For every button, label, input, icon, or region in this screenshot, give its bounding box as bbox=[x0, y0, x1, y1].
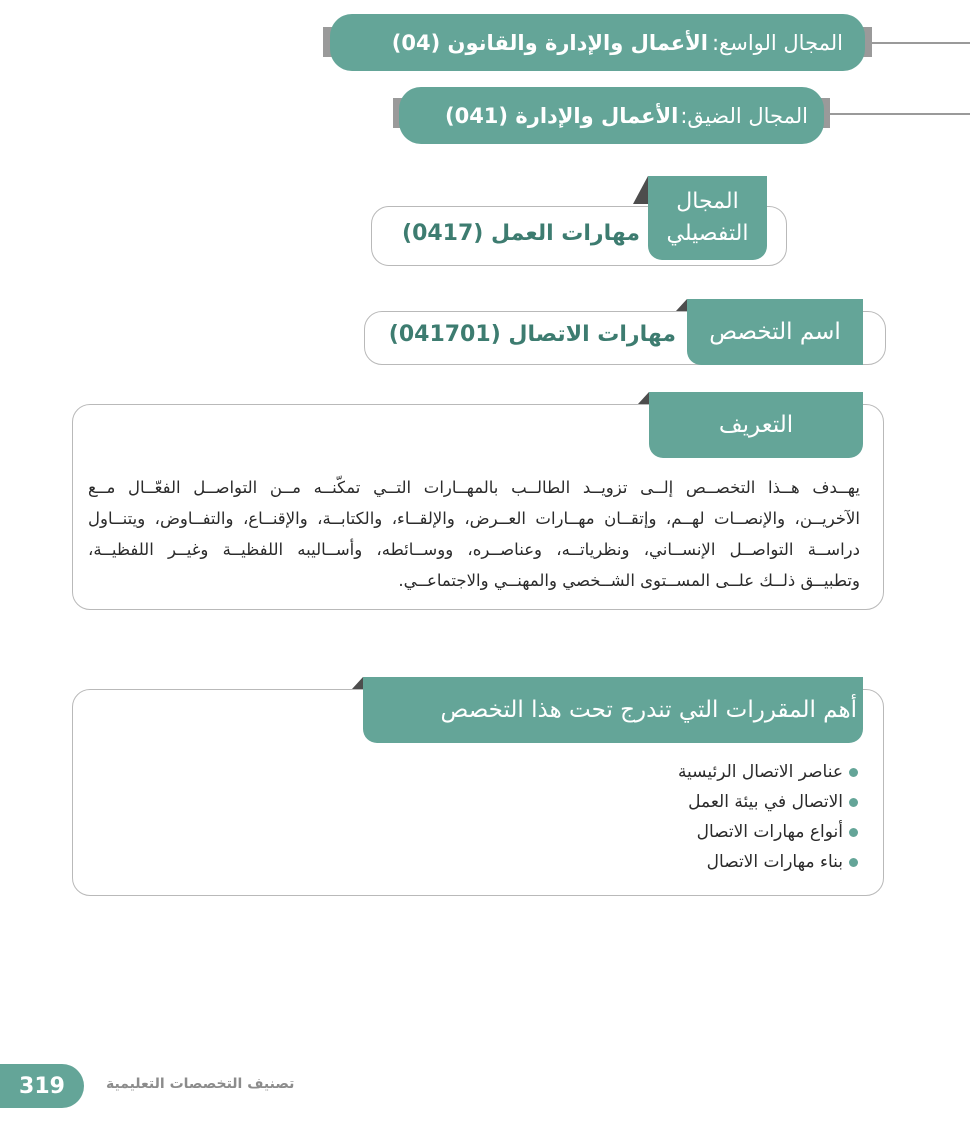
bullet-icon bbox=[849, 828, 858, 837]
definition-tab bbox=[649, 392, 863, 458]
narrow-field-value: الأعمال والإدارة (041) bbox=[444, 103, 679, 128]
narrow-field-connector bbox=[828, 113, 970, 115]
bullet-icon bbox=[849, 768, 858, 777]
courses-tab-fold bbox=[352, 677, 363, 689]
definition-tab-fold bbox=[638, 392, 649, 404]
page-number: 319 bbox=[0, 1064, 84, 1108]
definition-text bbox=[88, 472, 860, 596]
definition-line: دراســة التواصــل الإنســاني، ونظرياتــه، وعناصــره، ووســائطه، وأســاليبه اللفظيــة وغيــر اللفظيــة، bbox=[88, 540, 860, 559]
course-item bbox=[678, 847, 858, 877]
courses-title: أهم المقررات التي تندرج تحت هذا التخصص bbox=[440, 697, 857, 723]
specialization-tab-label: اسم التخصص bbox=[709, 319, 841, 345]
courses-list bbox=[678, 757, 858, 877]
course-item-label: الاتصال في بيئة العمل bbox=[688, 792, 843, 812]
footer-book-title: تصنيف التخصصات التعليمية bbox=[106, 1076, 295, 1092]
course-item bbox=[678, 817, 858, 847]
definition-title: التعريف bbox=[718, 412, 794, 438]
definition-line: الآخريــن، والإنصــات لهــم، وإتقــان مهــارات العــرض، والإلقــاء، والكتابــة، والإقنــاع، والتفــاوض، ويتنــاول bbox=[88, 509, 860, 528]
detailed-field-tab-line1: المجال bbox=[676, 189, 739, 214]
specialization-tab-fold bbox=[676, 299, 687, 311]
course-item-label: عناصر الاتصال الرئيسية bbox=[677, 762, 843, 782]
broad-field-value: الأعمال والإدارة والقانون (04) bbox=[391, 30, 708, 55]
definition-line: يهــدف هــذا التخصــص إلــى تزويــد الطالــب بالمهــارات التــي تمكّنــه مــن التواصــل الفعّــال مــع bbox=[88, 478, 860, 497]
course-item-label: أنواع مهارات الاتصال bbox=[696, 822, 843, 842]
broad-field-label: المجال الواسع: bbox=[711, 30, 843, 55]
narrow-field-label: المجال الضيق: bbox=[680, 103, 808, 128]
specialization-tab bbox=[687, 299, 863, 365]
bullet-icon bbox=[849, 858, 858, 867]
specialization-value: مهارات الاتصال (041701) bbox=[388, 322, 676, 347]
bullet-icon bbox=[849, 798, 858, 807]
broad-field-connector bbox=[868, 42, 970, 44]
course-item-label: بناء مهارات الاتصال bbox=[706, 852, 843, 872]
detailed-field-value: مهارات العمل (0417) bbox=[402, 221, 640, 246]
detailed-field-tab-line2: التفصيلي bbox=[666, 221, 749, 246]
detailed-field-tab bbox=[648, 176, 767, 260]
course-item bbox=[678, 757, 858, 787]
narrow-field-pill bbox=[399, 87, 824, 144]
course-item bbox=[678, 787, 858, 817]
broad-field-pill bbox=[330, 14, 865, 71]
courses-tab bbox=[363, 677, 863, 743]
detailed-field-tab-fold bbox=[633, 176, 648, 204]
definition-line: وتطبيــق ذلــك علــى المســتوى الشــخصي والمهنــي والاجتماعــي. bbox=[398, 571, 860, 590]
